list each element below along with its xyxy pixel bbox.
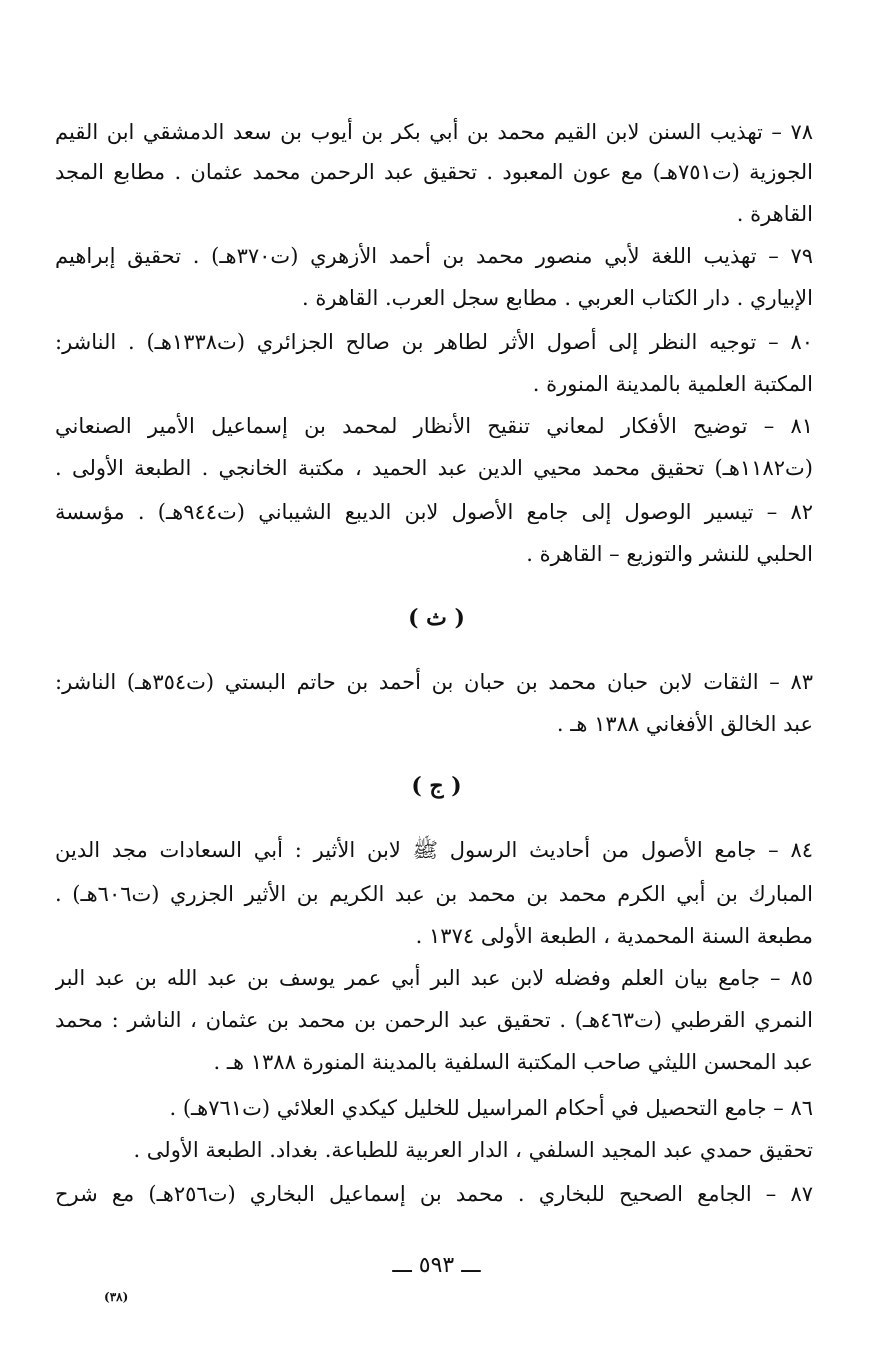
entry-85-line-2: النمري القرطبي (ت٤٦٣هـ) . تحقيق عبد الرحمن بن محمد بن عثمان ، الناشر : محمد xyxy=(55,1008,813,1032)
entry-86-line-1: ٨٦ – جامع التحصيل في أحكام المراسيل للخليل كيكدي العلائي (ت٧٦١هـ) . xyxy=(169,1096,813,1120)
entry-79-line-2: الإبياري . دار الكتاب العربي . مطابع سجل العرب. القاهرة . xyxy=(302,286,813,310)
entry-78-line-1: ٧٨ – تهذيب السنن لابن القيم محمد بن أبي بكر بن أيوب بن سعد الدمشقي ابن القيم xyxy=(55,120,813,144)
entry-85-line-1: ٨٥ – جامع بيان العلم وفضله لابن عبد البر أبي عمر يوسف بن عبد الله بن عبد البر xyxy=(55,966,813,990)
entry-84-line-1: ٨٤ – جامع الأصول من أحاديث الرسول ﷺ لابن الأثير : أبي السعادات مجد الدين xyxy=(55,838,813,862)
entry-87-line-1: ٨٧ – الجامع الصحيح للبخاري . محمد بن إسماعيل البخاري (ت٢٥٦هـ) مع شرح xyxy=(55,1182,813,1206)
entry-84-line-3: مطبعة السنة المحمدية ، الطبعة الأولى ١٣٧٤ . xyxy=(415,924,813,948)
entry-81-line-1: ٨١ – توضيح الأفكار لمعاني تنقيح الأنظار لمحمد بن إسماعيل الأمير الصنعاني xyxy=(55,414,813,438)
entry-83-line-2: عبد الخالق الأفغاني ١٣٨٨ هـ . xyxy=(556,712,813,736)
entry-85-line-3: عبد المحسن الليثي صاحب المكتبة السلفية بالمدينة المنورة ١٣٨٨ هـ . xyxy=(213,1050,813,1074)
entry-78-line-3: القاهرة . xyxy=(736,202,813,226)
entry-78-line-2: الجوزية (ت٧٥١هـ) مع عون المعبود . تحقيق عبد الرحمن محمد عثمان . مطابع المجد xyxy=(55,160,813,184)
signature-mark: (٣٨) xyxy=(104,1290,129,1304)
entry-86-line-2: تحقيق حمدي عبد المجيد السلفي ، الدار العربية للطباعة. بغداد. الطبعة الأولى . xyxy=(133,1138,813,1162)
entry-82-line-1: ٨٢ – تيسير الوصول إلى جامع الأصول لابن الديبع الشيباني (ت٩٤٤هـ) . مؤسسة xyxy=(55,500,813,524)
entry-82-line-2: الحلبي للنشر والتوزيع – القاهرة . xyxy=(526,542,813,566)
entry-80-line-1: ٨٠ – توجيه النظر إلى أصول الأثر لطاهر بن صالح الجزائري (ت١٣٣٨هـ) . الناشر: xyxy=(55,330,813,354)
entry-84-line-2: المبارك بن أبي الكرم محمد بن محمد بن عبد الكريم بن الأثير الجزري (ت٦٠٦هـ) . xyxy=(55,882,813,906)
section-heading-jim: ( ج ) xyxy=(411,773,462,799)
entry-79-line-1: ٧٩ – تهذيب اللغة لأبي منصور محمد بن أحمد الأزهري (ت٣٧٠هـ) . تحقيق إبراهيم xyxy=(55,244,813,268)
entry-80-line-2: المكتبة العلمية بالمدينة المنورة . xyxy=(532,372,813,396)
entry-83-line-1: ٨٣ – الثقات لابن حبان محمد بن حبان بن أحمد بن حاتم البستي (ت٣٥٤هـ) الناشر: xyxy=(55,670,813,694)
section-heading-tha: ( ث ) xyxy=(408,605,465,631)
entry-81-line-2: (ت١١٨٢هـ) تحقيق محمد محيي الدين عبد الحميد ، مكتبة الخانجي . الطبعة الأولى . xyxy=(55,456,813,480)
page-number: ـــ ٥٩٣ ـــ xyxy=(392,1253,481,1278)
